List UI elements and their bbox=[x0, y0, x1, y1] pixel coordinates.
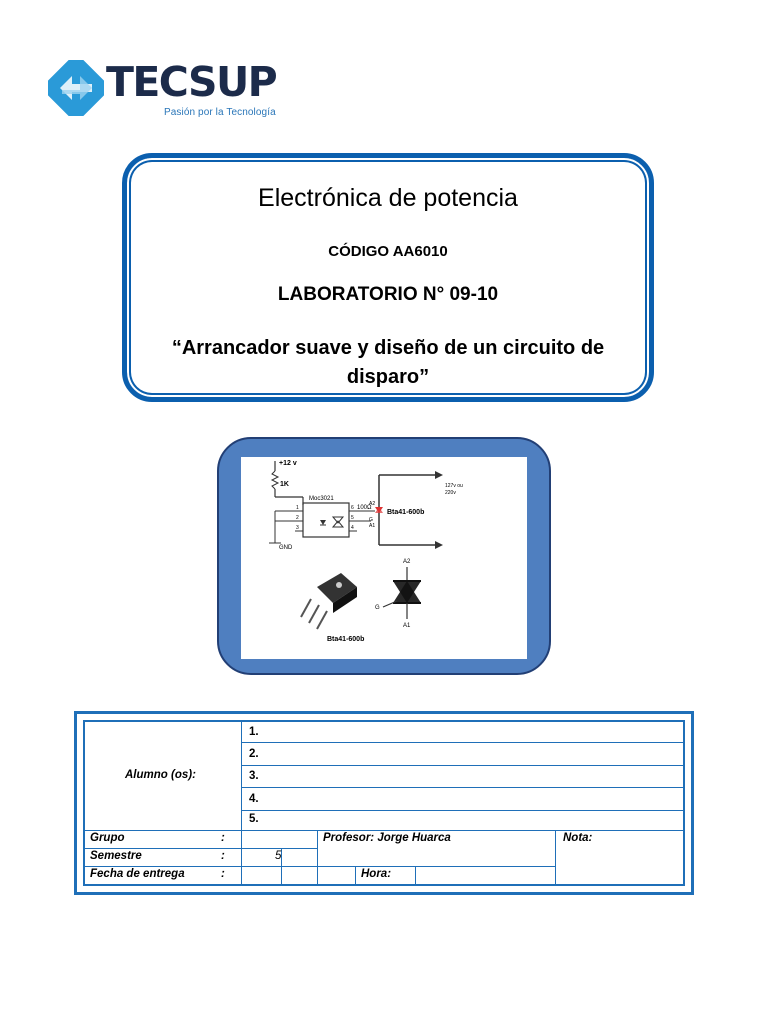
triac-symbol-icon bbox=[383, 567, 421, 619]
symbol-g: G bbox=[375, 605, 380, 611]
course-code: CÓDIGO AA6010 bbox=[328, 243, 448, 260]
logo-tagline: Pasión por la Tecnología bbox=[164, 107, 276, 118]
terminal-a1: A1 bbox=[369, 523, 376, 529]
triac-package-icon bbox=[301, 573, 357, 629]
student-form-grid bbox=[83, 720, 685, 886]
semester-value: 5 bbox=[275, 850, 282, 862]
terminal-g: G bbox=[369, 517, 373, 523]
delivery-colon: : bbox=[221, 868, 225, 880]
student-row-2: 2. bbox=[249, 748, 259, 760]
group-colon: : bbox=[221, 832, 225, 844]
logo-wordmark: TECSUP bbox=[106, 58, 277, 106]
title-box bbox=[122, 153, 654, 402]
student-row-5: 5. bbox=[249, 813, 259, 825]
grade-label: Nota: bbox=[563, 832, 593, 844]
teacher-label: Profesor: Jorge Huarca bbox=[323, 832, 451, 844]
ground-label: GND bbox=[279, 545, 293, 551]
lab-subtitle: “Arrancador suave y diseño de un circuito de disparo” bbox=[171, 337, 605, 388]
delivery-label: Fecha de entrega bbox=[90, 868, 185, 880]
semester-colon: : bbox=[221, 850, 225, 862]
package-label: Bta41-600b bbox=[327, 636, 365, 643]
student-label: Alumno (os): bbox=[125, 769, 196, 781]
tecsup-logo bbox=[48, 58, 288, 124]
opto-pin-1: 1 bbox=[296, 505, 299, 511]
symbol-a1: A1 bbox=[403, 623, 411, 629]
student-row-1: 1. bbox=[249, 726, 259, 738]
student-row-4: 4. bbox=[249, 793, 259, 805]
triac-label: Bta41-600b bbox=[387, 509, 425, 516]
student-form bbox=[74, 711, 694, 895]
course-title: Electrónica de potencia bbox=[258, 184, 518, 212]
opto-pin-3: 3 bbox=[296, 525, 299, 531]
optocoupler-label: Moc3021 bbox=[309, 496, 334, 502]
gate-resistor-label: 100Ω bbox=[357, 505, 372, 511]
time-label: Hora: bbox=[361, 868, 392, 880]
logo-emblem-icon bbox=[48, 60, 104, 116]
semester-label: Semestre bbox=[90, 850, 142, 862]
circuit-diagram bbox=[241, 457, 527, 659]
opto-pin-2: 2 bbox=[296, 515, 299, 521]
terminal-a2: A2 bbox=[369, 501, 376, 507]
opto-pin-6: 6 bbox=[351, 505, 354, 511]
symbol-a2: A2 bbox=[403, 559, 411, 565]
opto-pin-5: 5 bbox=[351, 515, 354, 521]
group-label: Grupo bbox=[90, 832, 125, 844]
output-label-1: 127v ou bbox=[445, 483, 463, 489]
opto-pin-4: 4 bbox=[351, 525, 354, 531]
circuit-figure-frame bbox=[217, 437, 551, 675]
lab-number: LABORATORIO N° 09-10 bbox=[277, 284, 499, 305]
supply-label: +12 v bbox=[279, 460, 297, 467]
student-row-3: 3. bbox=[249, 770, 259, 782]
output-label-2: 220v bbox=[445, 490, 456, 496]
resistor-label: 1K bbox=[280, 481, 289, 488]
